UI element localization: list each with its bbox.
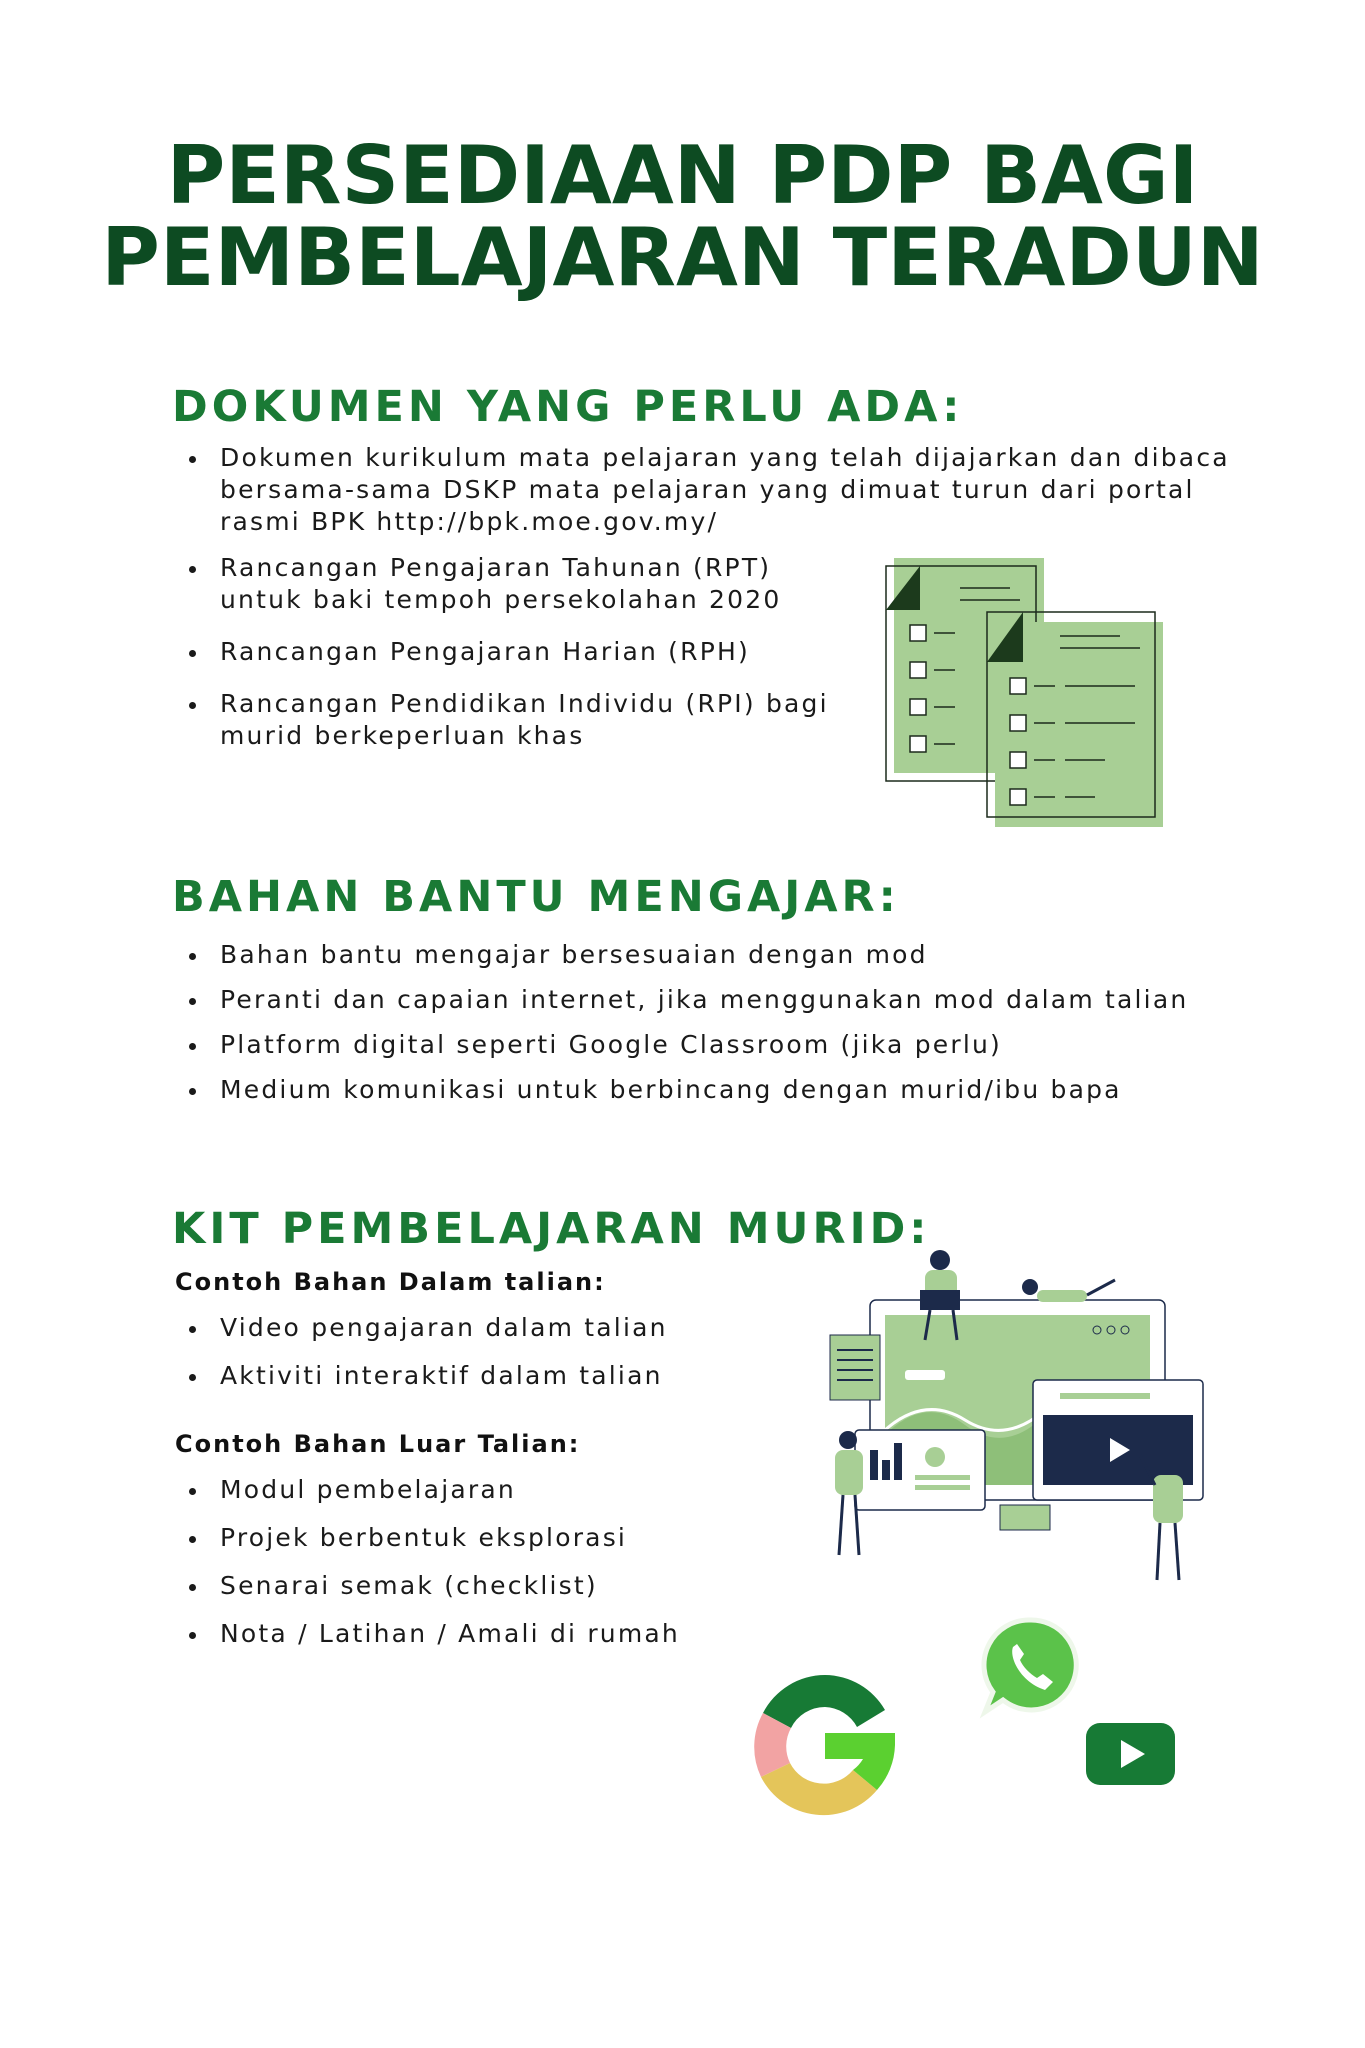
checklist-documents-icon <box>880 550 1170 830</box>
list-item: Video pengajaran dalam talian <box>175 1312 668 1344</box>
heading-bahan: BAHAN BANTU MENGAJAR: <box>172 872 900 922</box>
list-item: Bahan bantu mengajar bersesuaian dengan mod <box>175 939 1188 971</box>
online-learning-illustration <box>815 1235 1215 1595</box>
list-bahan <box>175 939 1188 1106</box>
list-item: Modul pembelajaran <box>175 1474 680 1506</box>
page-title-line1: PERSEDIAAN PDP BAGI <box>166 129 1199 222</box>
list-item: Rancangan Pendidikan Individu (RPI) bagi murid berkeperluan khas <box>175 688 1230 752</box>
page-title-line2: PEMBELAJARAN TERADUN <box>101 211 1264 304</box>
subheading-online: Contoh Bahan Dalam talian: <box>175 1268 606 1296</box>
whatsapp-icon <box>975 1612 1085 1722</box>
heading-kit: KIT PEMBELAJARAN MURID: <box>172 1204 931 1254</box>
list-item: Nota / Latihan / Amali di rumah <box>175 1618 680 1650</box>
list-online <box>175 1312 668 1392</box>
youtube-icon <box>1083 1720 1178 1788</box>
list-item: Dokumen kurikulum mata pelajaran yang telah dijajarkan dan dibaca bersama-sama DSKP mata pelajaran yang dimuat turun dari portal rasmi BPK http://bpk.moe.gov.my/ <box>175 442 1230 538</box>
list-item: Projek berbentuk eksplorasi <box>175 1522 680 1554</box>
list-item: Rancangan Pengajaran Tahunan (RPT) untuk baki tempoh persekolahan 2020 <box>175 552 1230 616</box>
list-item: Medium komunikasi untuk berbincang dengan murid/ibu bapa <box>175 1074 1188 1106</box>
page-title <box>0 129 1365 304</box>
list-offline <box>175 1474 680 1650</box>
list-item: Aktiviti interaktif dalam talian <box>175 1360 668 1392</box>
list-item: Senarai semak (checklist) <box>175 1570 680 1602</box>
google-icon <box>735 1655 915 1835</box>
list-item: Platform digital seperti Google Classroom (jika perlu) <box>175 1029 1188 1061</box>
list-item: Rancangan Pengajaran Harian (RPH) <box>175 636 1230 668</box>
subheading-offline: Contoh Bahan Luar Talian: <box>175 1430 581 1458</box>
heading-dokumen: DOKUMEN YANG PERLU ADA: <box>172 382 964 432</box>
list-item: Peranti dan capaian internet, jika menggunakan mod dalam talian <box>175 984 1188 1016</box>
